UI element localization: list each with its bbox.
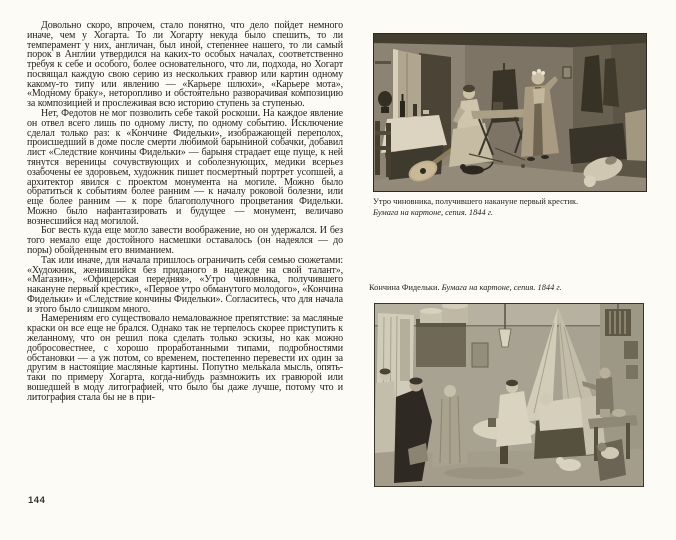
body-paragraph: Намерениям его существовало немаловажное препятствие: за масляные краски он все еще не брался. Однако так не терпелось скорее приступить к желанному, что он решил пока сделать только эскизы, но как можно добросовестнее, с хорошо проработанными типами, подробностями обстановки — а уж потом, со временем, постепенно перевести их один за другим в настоящие масляные картины. Попутно мелькала мысль, опять-таки по примеру Хогарта, когда-нибудь размножить их гравюрой или вошедшей в моду литографией, что было бы даже лучше, потому что и литография стала бы не в при- bbox=[27, 313, 343, 403]
bottle bbox=[413, 104, 417, 116]
body-paragraph: Нет, Федотов не мог позволить себе такой роскоши. На каждое явление он отвел всего лишь по одному листу, по одному событию. Исключение сделал только раз: к «Кончине Фидельки», изображающей переполох, происшедший в доме после смерти любимой барыниной собачки, добавил лист «Следствие кончины Фидельки» — барыня страдает еще пуще, к ней тянутся вереницы сочувствующих и соболезнующих, медики всерьез озабочены ее здоровьем, художник пишет посмертный портрет усопшей, а архитектор явился с проектом монумента на могиле. Можно было обратиться к событиям более ранним — к началу роковой болезни, или еще более ранним — к поре благополучного процветания Фидельки. Можно было нафантазировать и будущее — монумент, величаво вознесшийся над могилой. bbox=[27, 108, 343, 227]
body-paragraph: Бог весть куда еще могло завести воображение, но он удержался. И без того немало еще достойного насмешки оставалось (он надеялся — до поры) обойденным его вниманием. bbox=[27, 225, 343, 256]
page-number: 144 bbox=[28, 495, 46, 506]
figure-morning-of-official-artwork bbox=[373, 33, 647, 192]
left-page-text-block bbox=[27, 21, 343, 402]
samovar bbox=[378, 91, 392, 107]
figure-1-caption-technique: Бумага на картоне, сепия. 1844 г. bbox=[373, 207, 494, 217]
figure-2-caption bbox=[369, 283, 649, 294]
figure-1-caption-title: Утро чиновника, получившего накануне первый крестик. bbox=[373, 197, 579, 206]
figure-death-of-fidelka-artwork bbox=[374, 303, 644, 487]
wall-frame bbox=[563, 67, 571, 78]
body-paragraph: Так или иначе, для начала пришлось ограничить себя семью сюжетами: «Художник, женившийся без приданого в надежде на свой талант», «Магазин», «Офицерская передняя», «Утро чиновника, получившего накануне первый крестик», «Первое утро обманутого молодого», «Кончина Фидельки» и «Следствие кончины Фидельки». Согласитесь, что для начала и этого было слишком много. bbox=[27, 254, 343, 315]
dark-bench bbox=[569, 123, 627, 164]
figure-2-caption-title: Кончина Фидельки. bbox=[369, 283, 440, 292]
bottle bbox=[400, 101, 405, 117]
artwork-1-illustration bbox=[373, 33, 647, 192]
crouching-child bbox=[596, 439, 626, 481]
wall-picture bbox=[624, 341, 638, 359]
wall-picture bbox=[472, 343, 488, 367]
figure-2-caption-technique: Бумага на картоне, сепия. 1844 г. bbox=[441, 283, 562, 292]
artwork-2-illustration bbox=[374, 303, 644, 487]
figure-1-caption bbox=[373, 197, 647, 218]
body-paragraph: Довольно скоро, впрочем, стало понятно, что дело пойдет немного иначе, чем у Хогарта. То ли Хогарту некуда было спешить, то ли темперамент у них, англичан, был иной, степеннее нашего, то ли самый порок в Англии утвердился на каких-то особых началах, соответственно требуя к себе и особого, более основательного, что ли, подхода, но Хогарт посвящал каждую свою серию из нескольких гравюр или картин одному какому-то типу или явлению — «Карьере шлюхи», «Карьере мота», «Модному браку», неторопливо и обстоятельно разворачивая композицию за композицией и прослеживая всю историю ступень за ступенью. bbox=[27, 20, 343, 110]
